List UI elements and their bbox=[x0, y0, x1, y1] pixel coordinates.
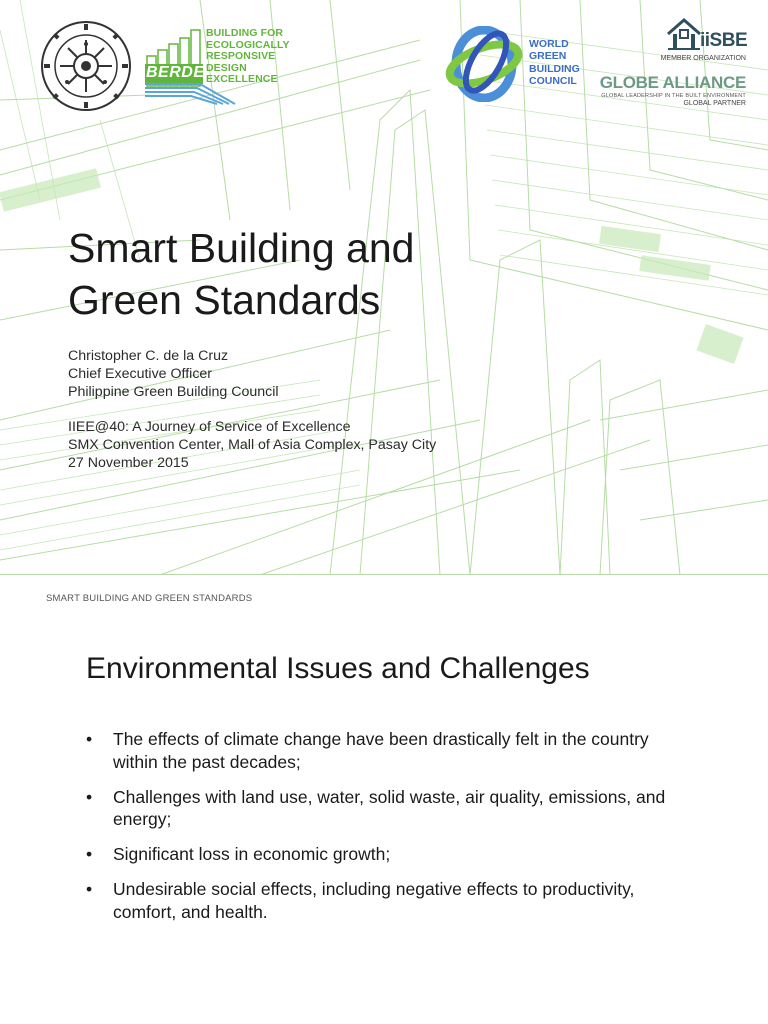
event-venue: SMX Convention Center, Mall of Asia Complex, Pasay City bbox=[68, 436, 437, 453]
presenter-organization: Philippine Green Building Council bbox=[68, 383, 279, 400]
bullet-item bbox=[86, 843, 696, 866]
presenter-role: Chief Executive Officer bbox=[68, 365, 213, 382]
slide-header: SMART BUILDING AND GREEN STANDARDS bbox=[46, 593, 253, 604]
iisbe-house-icon bbox=[666, 16, 702, 50]
iisbe-wordmark: iiSBE bbox=[700, 30, 748, 51]
iisbe-member-label: MEMBER ORGANIZATION bbox=[660, 55, 746, 62]
bullet-marker: • bbox=[86, 729, 93, 749]
content-slide bbox=[0, 576, 768, 1024]
bullet-text: Challenges with land use, water, solid waste, air quality, emissions, and energy; bbox=[113, 786, 666, 829]
presenter-name: Christopher C. de la Cruz bbox=[68, 348, 229, 364]
bullet-marker: • bbox=[86, 879, 93, 899]
bullet-marker: • bbox=[86, 844, 93, 864]
wgbc-wordmark: WORLD GREEN BUILDING COUNCIL bbox=[529, 38, 580, 88]
bullet-item bbox=[86, 878, 696, 923]
presenter-info bbox=[68, 348, 279, 401]
bullet-item bbox=[86, 786, 696, 831]
bullet-text: The effects of climate change have been drastically felt in the country within the past decades; bbox=[113, 729, 649, 772]
wgbc-globe-icon bbox=[444, 26, 526, 102]
pgbc-seal-logo bbox=[40, 20, 132, 112]
globe-alliance-wordmark: GLOBE ALLIANCE bbox=[599, 73, 746, 92]
bullet-text: Undesirable social effects, including negative effects to productivity, comfort, and health. bbox=[113, 879, 635, 922]
event-info bbox=[68, 419, 436, 472]
bullet-item bbox=[86, 728, 696, 773]
bullet-marker: • bbox=[86, 786, 93, 807]
slide1-title bbox=[68, 222, 414, 326]
global-partner-label: GLOBAL PARTNER bbox=[683, 100, 746, 107]
bullet-text: Significant loss in economic growth; bbox=[113, 844, 391, 864]
slide2-title: Environmental Issues and Challenges bbox=[86, 652, 590, 685]
event-name: IIEE@40: A Journey of Service of Excellence bbox=[68, 419, 351, 435]
bullet-list bbox=[86, 728, 696, 936]
title-line: Smart Building and bbox=[68, 225, 415, 271]
berde-tagline: BUILDING FOR ECOLOGICALLY RESPONSIVE DESIGN EXCELLENCE bbox=[206, 27, 290, 85]
event-date: 27 November 2015 bbox=[68, 454, 189, 471]
berde-wordmark: BERDE bbox=[146, 64, 205, 81]
title-line: Green Standards bbox=[68, 277, 381, 323]
globe-alliance-subtitle: GLOBAL LEADERSHIP IN THE BUILT ENVIRONMENT bbox=[601, 93, 746, 99]
slide-divider bbox=[0, 574, 768, 575]
